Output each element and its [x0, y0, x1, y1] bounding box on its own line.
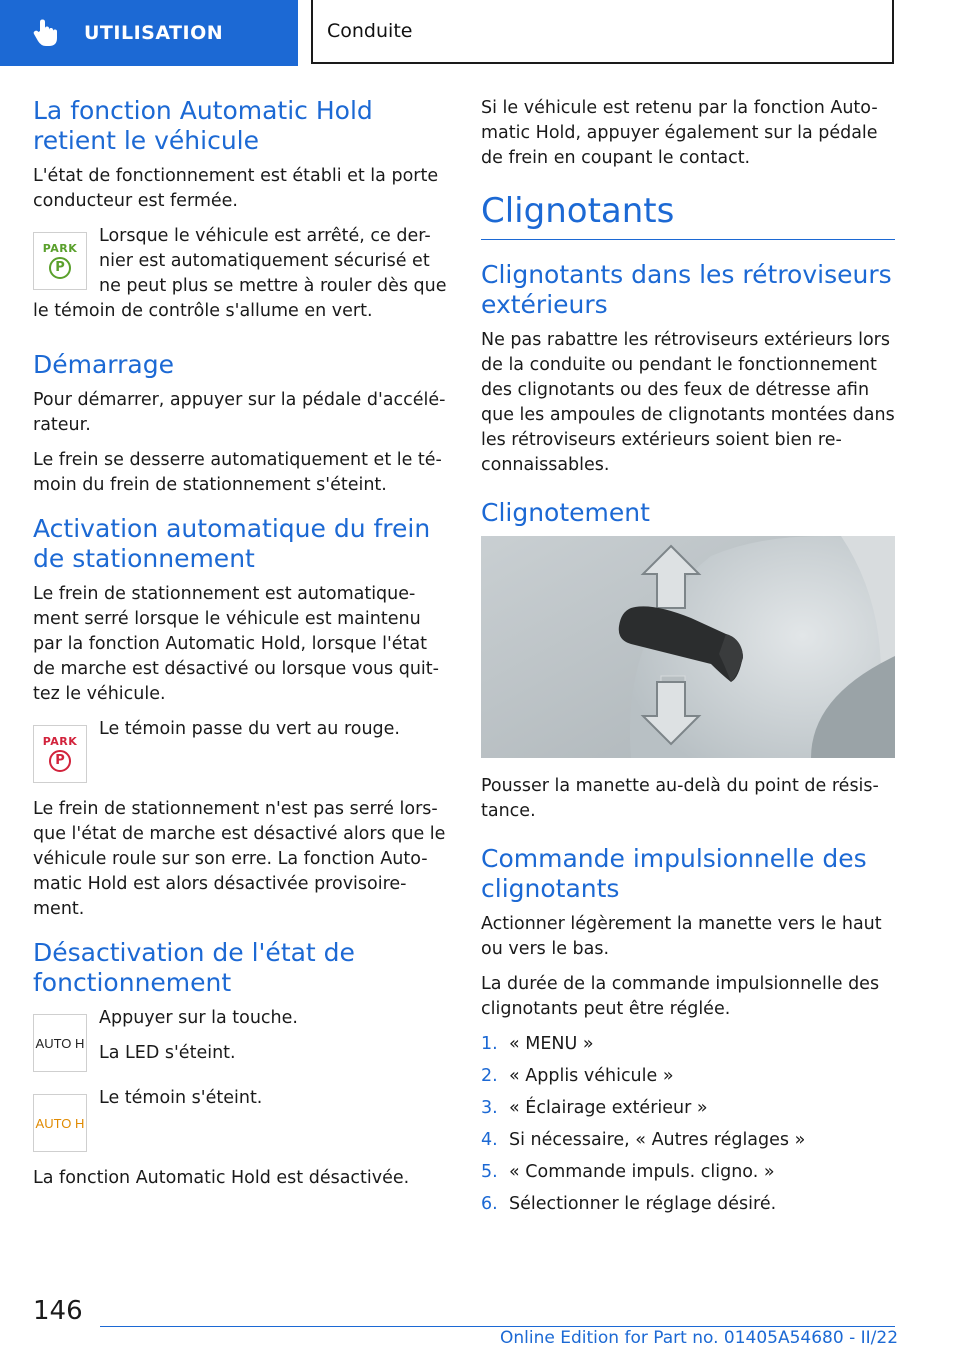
park-red-icon: PARK P [33, 725, 87, 783]
auto-brake-paragraph-2: Le témoin passe du vert au rouge. [99, 719, 400, 739]
step-item [481, 1032, 895, 1057]
auto-h-button-icon: AUTO H [33, 1014, 87, 1072]
step-item [481, 1096, 895, 1121]
step-text: « Commande impuls. cligno. » [509, 1162, 775, 1182]
left-column [33, 96, 447, 1201]
step-text: Sélectionner le réglage désiré. [509, 1194, 777, 1214]
step-item [481, 1192, 895, 1217]
footer-edition: Online Edition for Part no. 01405A54680 - II/22 [500, 1328, 899, 1348]
turn-signal-lever-illustration [481, 536, 895, 758]
settings-steps-list [481, 1032, 895, 1217]
deactivation-paragraph-3: Le témoin s'éteint. [99, 1088, 263, 1108]
deactivation-icon-block-2 [33, 1086, 447, 1156]
park-green-icon: PARK P [33, 232, 87, 290]
blinking-heading: Clignotement [481, 498, 650, 527]
right-column [481, 96, 895, 1224]
step-text: « Éclairage extérieur » [509, 1098, 708, 1118]
hold-paragraph-2: Lorsque le véhicule est arrêté, ce der-nier est automatiquement sécurisé et ne peut plus se mettre à rouler dès que le témoin de contrôle s'allume en vert. [33, 226, 447, 321]
hold-continued-paragraph: Si le véhicule est retenu par la fonction Auto-matic Hold, appuyer également sur la pédale de frein en coupant le contact. [481, 98, 878, 168]
section-title: Conduite [327, 20, 413, 42]
step-text: Si nécessaire, « Autres réglages » [509, 1130, 806, 1150]
impulse-paragraph-1: Actionner légèrement la manette vers le haut ou vers le bas. [481, 914, 882, 959]
mirror-blinkers-paragraph: Ne pas rabattre les rétroviseurs extérieurs lors de la conduite ou pendant le fonctionnement des clignotants ou des feux de détresse afin que les ampoules de clignotants montées dans les rétroviseurs extérieurs soient bien re-connaissables. [481, 330, 895, 475]
hold-icon-block [33, 224, 447, 334]
section-header [311, 0, 894, 64]
auto-brake-icon-block [33, 717, 447, 787]
mirror-blinkers-heading: Clignotants dans les rétroviseurs extérieurs [481, 260, 892, 319]
step-number: 5. [481, 1162, 498, 1182]
blinking-paragraph: Pousser la manette au-delà du point de résis-tance. [481, 776, 879, 821]
hold-heading: La fonction Automatic Hold retient le véhicule [33, 96, 373, 155]
chapter-tab [0, 0, 298, 66]
deactivation-paragraph-2: La LED s'éteint. [99, 1043, 236, 1063]
deactivation-icon-block-1 [33, 1006, 447, 1076]
start-paragraph-1: Pour démarrer, appuyer sur la pédale d'accélé-rateur. [33, 390, 446, 435]
auto-brake-paragraph-1: Le frein de stationnement est automatique-ment serré lorsque le véhicule est maintenu par la fonction Automatic Hold, lorsque l'état de marche est désactivé ou lorsque vous quit-tez le véhicule. [33, 584, 439, 704]
auto-brake-paragraph-3: Le frein de stationnement n'est pas serré lors-que l'état de marche est désactivé alors que le véhicule roule sur son erre. La fonction Auto-matic Hold est alors désactivée provisoire-ment. [33, 799, 446, 919]
auto-brake-heading: Activation automatique du frein de stationnement [33, 514, 431, 573]
step-number: 1. [481, 1034, 498, 1054]
step-item [481, 1128, 895, 1153]
step-number: 6. [481, 1194, 498, 1214]
step-number: 2. [481, 1066, 498, 1086]
step-item [481, 1064, 895, 1089]
deactivation-heading: Désactivation de l'état de fonctionnement [33, 938, 355, 997]
hand-pointer-icon [30, 17, 62, 49]
step-number: 3. [481, 1098, 498, 1118]
deactivation-paragraph-1: Appuyer sur la touche. [99, 1008, 298, 1028]
step-text: « MENU » [509, 1034, 594, 1054]
step-text: « Applis véhicule » [509, 1066, 674, 1086]
step-item [481, 1160, 895, 1185]
start-heading: Démarrage [33, 350, 174, 379]
auto-h-indicator-icon: AUTO H [33, 1094, 87, 1152]
deactivation-paragraph-4: La fonction Automatic Hold est désactivée. [33, 1168, 410, 1188]
step-number: 4. [481, 1130, 498, 1150]
impulse-heading: Commande impulsionnelle des clignotants [481, 844, 867, 903]
start-paragraph-2: Le frein se desserre automatiquement et le té-moin du frein de stationnement s'éteint. [33, 450, 442, 495]
blinkers-heading: Clignotants [481, 191, 895, 240]
hold-paragraph-1: L'état de fonctionnement est établi et la porte conducteur est fermée. [33, 166, 439, 211]
chapter-label: UTILISATION [84, 22, 224, 44]
page-number: 146 [33, 1296, 83, 1326]
impulse-paragraph-2: La durée de la commande impulsionnelle des clignotants peut être réglée. [481, 974, 880, 1019]
footer-divider [100, 1326, 895, 1327]
